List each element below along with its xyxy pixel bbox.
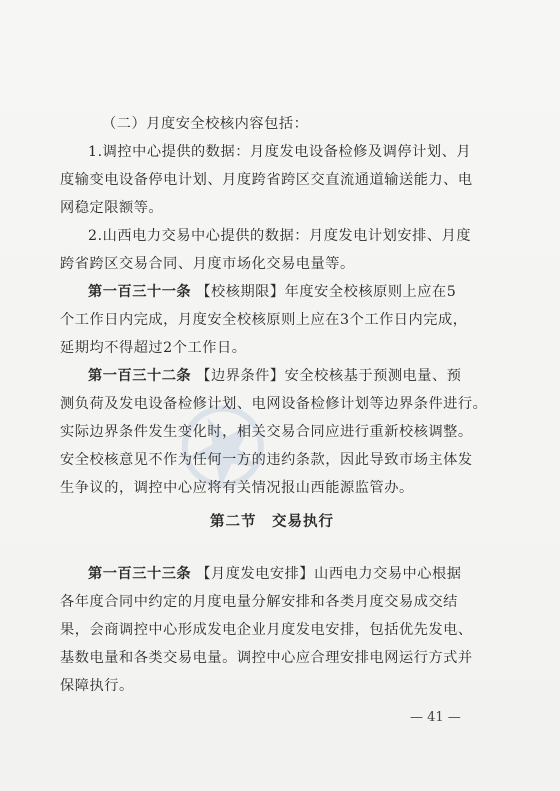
article-133-number: 第一百三十三条 [88, 566, 192, 582]
article-133-text: 【月度发电安排】山西电力交易中心根据 [196, 566, 462, 582]
para-1: （二）月度安全校核内容包括： [102, 116, 309, 132]
para-2-line-3: 网稳定限额等。 [60, 200, 164, 216]
page-number: — 41 — [410, 710, 461, 725]
article-131-line-3: 延期均不得超过2个工作日。 [60, 340, 247, 356]
section-title: 第二节 交易执行 [210, 513, 334, 530]
para-2-line-1: 1.调控中心提供的数据：月度发电设备检修及调停计划、月 [88, 144, 472, 160]
article-133-line-2: 各年度合同中约定的月度电量分解安排和各类月度交易成交结 [60, 594, 458, 610]
article-131-line-2: 个工作日内完成，月度安全校核原则上应在3个工作日内完成， [60, 312, 468, 328]
para-2-line-2: 度输变电设备停电计划、月度跨省跨区交直流通道输送能力、电 [60, 172, 473, 188]
article-133-line-4: 基数电量和各类交易电量。调控中心应合理安排电网运行方式并 [60, 650, 473, 666]
article-132-line-3: 实际边界条件发生变化时，相关交易合同应进行重新校核调整。 [60, 424, 473, 440]
article-132-text: 【边界条件】安全校核基于预测电量、预 [196, 368, 462, 384]
para-3-line-2: 跨省跨区交易合同、月度市场化交易电量等。 [60, 256, 355, 272]
para-3-line-1: 2.山西电力交易中心提供的数据：月度发电计划安排、月度 [88, 228, 472, 244]
article-132-line-2: 测负荷及发电设备检修计划、电网设备检修计划等边界条件进行。 [60, 396, 488, 412]
article-131-text: 【校核期限】年度安全校核原则上应在5 [196, 284, 457, 300]
article-133-line-1 [88, 564, 462, 584]
article-132-line-1 [88, 366, 462, 386]
article-133-line-3: 果，会商调控中心形成发电企业月度发电安排，包括优先发电、 [60, 622, 473, 638]
article-132-line-5: 生争议的，调控中心应将有关情况报山西能源监管办。 [60, 480, 414, 496]
article-131-line-1 [88, 282, 456, 302]
article-131-number: 第一百三十一条 [88, 284, 192, 300]
article-132-line-4: 安全校核意见不作为任何一方的违约条款，因此导致市场主体发 [60, 452, 473, 468]
article-132-number: 第一百三十二条 [88, 368, 192, 384]
article-133-line-5: 保障执行。 [60, 678, 134, 694]
